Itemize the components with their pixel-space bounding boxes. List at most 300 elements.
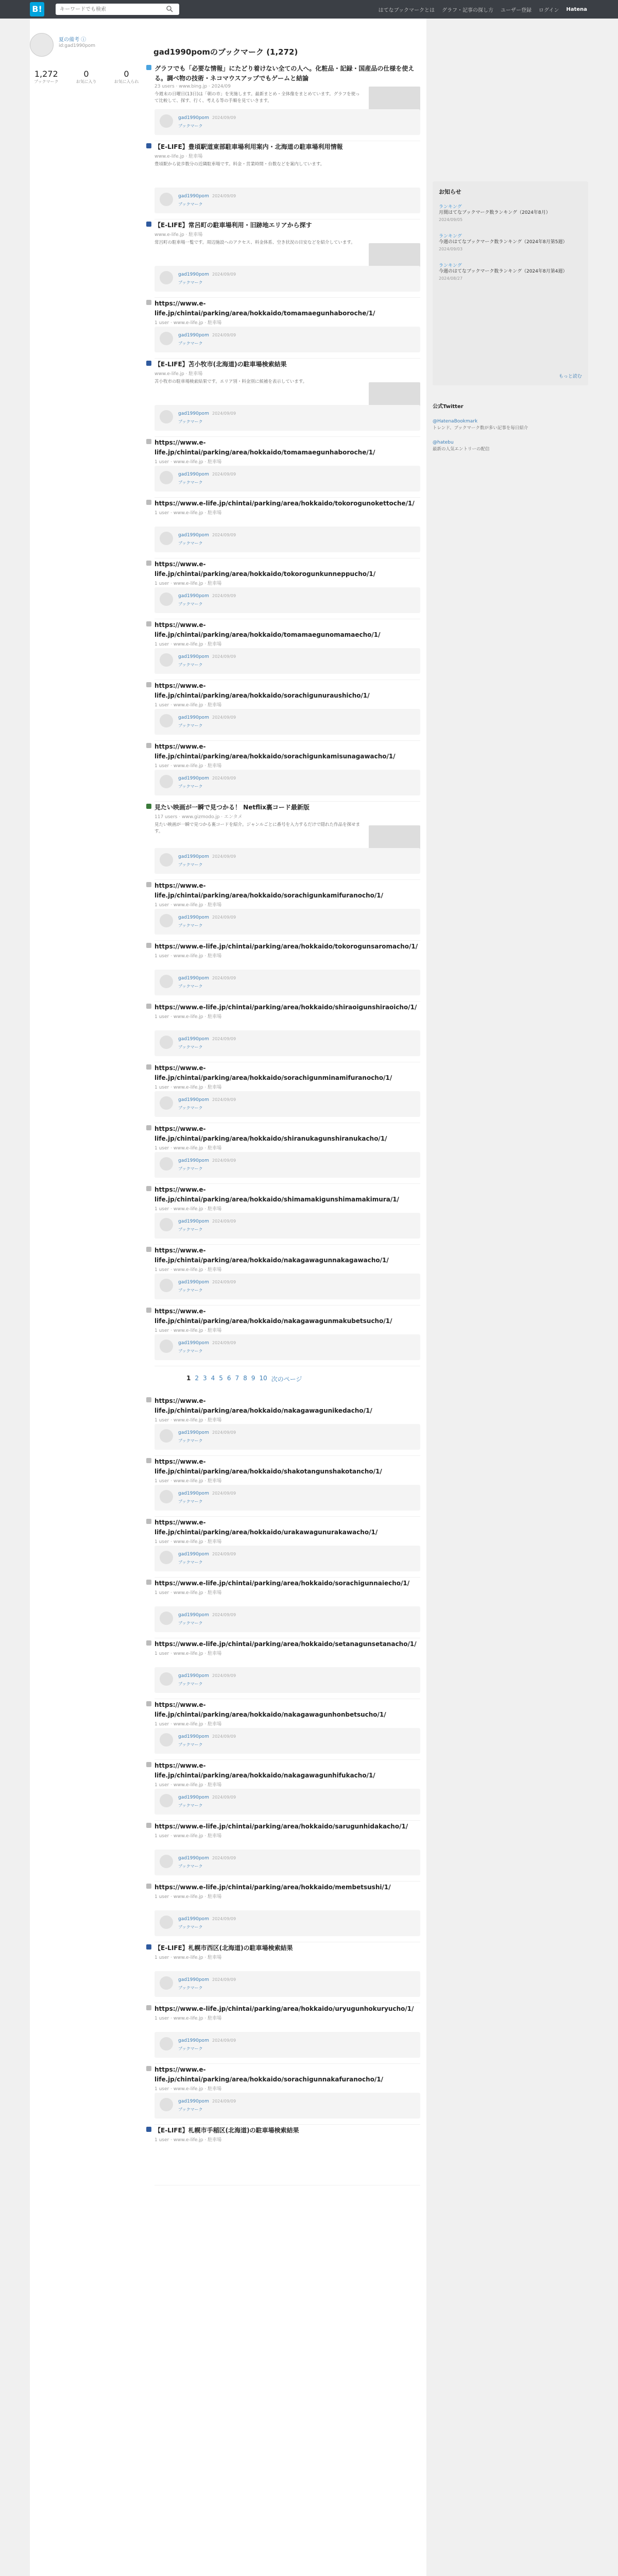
commenter-name[interactable]: gad1990pom [178, 2038, 209, 2043]
entry-meta: www.e-life.jp · 駐車場 [154, 232, 203, 238]
entry-title[interactable]: https://www.e-life.jp/chintai/parking/area/hokkaido/urakawagunurakawacho/1/ [154, 1519, 378, 1536]
commenter-name[interactable]: gad1990pom [178, 1856, 209, 1861]
favicon-icon [146, 943, 151, 948]
page-link-9[interactable]: 9 [251, 1375, 255, 1382]
page-title: gad1990pomのブックマーク (1,272) [153, 47, 298, 57]
commenter-avatar[interactable] [160, 114, 173, 128]
comment-tag[interactable]: ブックマーク [178, 1925, 203, 1929]
comment-tag[interactable]: ブックマーク [178, 1560, 203, 1565]
entry-title[interactable]: 【E-LIFE】札幌市西区(北海道)の駐車場検索結果 [154, 1944, 293, 1952]
entry-meta: 1 user · www.e-life.jp · 駐車場 [154, 460, 222, 465]
comment-tag[interactable]: ブックマーク [178, 1499, 203, 1504]
page-link-3[interactable]: 3 [203, 1375, 207, 1382]
stat-followers[interactable]: 0 お気に入られ [114, 69, 139, 84]
commenter-name[interactable]: gad1990pom [178, 472, 209, 477]
notice-title-text[interactable]: 月間はてなブックマーク数ランキング（2024年8月） [439, 210, 551, 215]
comment-date: 2024/09/09 [212, 2038, 236, 2043]
favicon-icon [146, 300, 151, 305]
comment-tag[interactable]: ブックマーク [178, 1438, 203, 1443]
comment-tag[interactable]: ブックマーク [178, 663, 203, 667]
commenter-avatar[interactable] [160, 592, 173, 606]
comment-tag[interactable]: ブックマーク [178, 1106, 203, 1110]
list-item [154, 1123, 420, 1184]
commenter-avatar[interactable] [160, 714, 173, 727]
list-item [154, 2064, 420, 2125]
list-item [154, 1456, 420, 1517]
twitter-description: 最新の人気エントリーの配信 [433, 447, 490, 452]
entry-meta: 1 user · www.e-life.jp · 駐車場 [154, 954, 222, 959]
entry-meta: 1 user · www.e-life.jp · 駐車場 [154, 1834, 222, 1839]
signup-link[interactable]: ユーザー登録 [500, 7, 531, 13]
avatar[interactable] [30, 33, 54, 57]
entry-meta: 1 user · www.e-life.jp · 駐車場 [154, 2016, 222, 2021]
commenter-name[interactable]: gad1990pom [178, 333, 209, 338]
comment-tag[interactable]: ブックマーク [178, 124, 203, 128]
commenter-avatar[interactable] [160, 914, 173, 927]
commenter-avatar[interactable] [160, 1096, 173, 1110]
commenter-name[interactable]: gad1990pom [178, 411, 209, 416]
page-link-7[interactable]: 7 [235, 1375, 239, 1382]
entry-meta: 1 user · www.e-life.jp · 駐車場 [154, 581, 222, 586]
entry-meta: 1 user · www.e-life.jp · 駐車場 [154, 1783, 222, 1788]
entry-meta: 1 user · www.e-life.jp · 駐車場 [154, 1651, 222, 1656]
favicon-icon [146, 1125, 151, 1130]
commenter-avatar[interactable] [160, 332, 173, 345]
comment-tag[interactable]: ブックマーク [178, 419, 203, 424]
entry-title[interactable]: https://www.e-life.jp/chintai/parking/area/hokkaido/tokorogunsaromacho/1/ [154, 943, 418, 950]
entry-title[interactable]: https://www.e-life.jp/chintai/parking/area/hokkaido/nakagawagunnakagawacho/1/ [154, 1247, 389, 1264]
entry-title[interactable]: 【E-LIFE】苫小牧市(北海道)の駐車場検索結果 [154, 361, 287, 368]
comment-tag[interactable]: ブックマーク [178, 202, 203, 207]
commenter-name[interactable]: gad1990pom [178, 1341, 209, 1346]
commenter-avatar[interactable] [160, 471, 173, 484]
commenter-name[interactable]: gad1990pom [178, 854, 209, 859]
commenter-avatar[interactable] [160, 271, 173, 284]
favicon-icon [146, 1004, 151, 1009]
comment-date: 2024/09/09 [212, 1037, 236, 1041]
commenter-name[interactable]: gad1990pom [178, 1977, 209, 1982]
commenter-avatar[interactable] [160, 532, 173, 545]
commenter-avatar[interactable] [160, 1976, 173, 1990]
notice-more-link[interactable]: もっと読む [558, 374, 582, 379]
favicon-icon [146, 143, 151, 148]
entry-summary: 今週末の日曜日(13日)は「朝の市」を実施します。最新まとめ・全体像をまとめています。グラフを使って比較して、探す、行く、考える等の手順を見ていきます。 [154, 92, 360, 104]
commenter-avatar[interactable] [160, 775, 173, 788]
favicon-icon [146, 1762, 151, 1767]
commenter-avatar[interactable] [160, 653, 173, 667]
list-item [154, 741, 420, 802]
entry-meta: 23 users · www.bing.jp · 2024/09 [154, 84, 231, 89]
bookmark-comment [154, 1910, 420, 1936]
entry-title[interactable]: https://www.e-life.jp/chintai/parking/area/hokkaido/nakagawagunhifukacho/1/ [154, 1762, 375, 1779]
comment-tag[interactable]: ブックマーク [178, 341, 203, 346]
commenter-avatar[interactable] [160, 1036, 173, 1049]
comment-date: 2024/09/09 [212, 594, 236, 598]
comment-date: 2024/09/09 [212, 1158, 236, 1163]
entry-meta: 1 user · www.e-life.jp · 駐車場 [154, 1722, 222, 1727]
commenter-name[interactable]: gad1990pom [178, 776, 209, 781]
commenter-avatar[interactable] [160, 410, 173, 423]
commenter-avatar[interactable] [160, 2037, 173, 2050]
page-link-6[interactable]: 6 [227, 1375, 231, 1382]
favicon-icon [146, 1458, 151, 1463]
entry-title[interactable]: https://www.e-life.jp/chintai/parking/area/hokkaido/shimamakigunshimamakimura/1/ [154, 1186, 399, 1203]
entry-title[interactable]: https://www.e-life.jp/chintai/parking/area/hokkaido/sorachigunuraushicho/1/ [154, 682, 370, 699]
comment-tag[interactable]: ブックマーク [178, 602, 203, 606]
commenter-name[interactable]: gad1990pom [178, 272, 209, 277]
commenter-name[interactable]: gad1990pom [178, 1734, 209, 1739]
entry-meta: www.e-life.jp · 駐車場 [154, 371, 203, 377]
entry-meta: 1 user · www.e-life.jp · 駐車場 [154, 764, 222, 769]
list-item [154, 1306, 420, 1366]
bookmark-comment [154, 1546, 420, 1571]
commenter-avatar[interactable] [160, 1429, 173, 1443]
search-input[interactable] [56, 4, 179, 15]
commenter-name[interactable]: gad1990pom [178, 1917, 209, 1922]
commenter-name[interactable]: gad1990pom [178, 654, 209, 659]
commenter-avatar[interactable] [160, 1733, 173, 1747]
comment-date: 2024/09/09 [212, 1491, 236, 1496]
comment-date: 2024/09/09 [212, 1341, 236, 1345]
commenter-avatar[interactable] [160, 1794, 173, 1807]
commenter-avatar[interactable] [160, 2098, 173, 2111]
list-item [154, 941, 420, 1002]
twitter-handle-link[interactable]: @HatenaBookmark [433, 419, 478, 424]
comment-date: 2024/09/09 [212, 411, 236, 416]
main-column [30, 19, 426, 2576]
entry-meta: 1 user · www.e-life.jp · 駐車場 [154, 1894, 222, 1900]
entry-meta: 1 user · www.e-life.jp · 駐車場 [154, 1955, 222, 1960]
bookmark-comment [154, 1485, 420, 1511]
page-link-2[interactable]: 2 [195, 1375, 199, 1382]
comment-tag[interactable]: ブックマーク [178, 2046, 203, 2051]
entry-title[interactable]: https://www.e-life.jp/chintai/parking/area/hokkaido/membetsushi/1/ [154, 1884, 391, 1891]
entry-meta: 1 user · www.e-life.jp · 駐車場 [154, 320, 222, 326]
favicon-icon [146, 222, 151, 227]
commenter-avatar[interactable] [160, 975, 173, 988]
favicon-icon [146, 1519, 151, 1524]
comment-date: 2024/09/09 [212, 1613, 236, 1617]
entry-title[interactable]: https://www.e-life.jp/chintai/parking/area/hokkaido/nakagawagunmakubetsucho/1/ [154, 1308, 392, 1325]
list-item [154, 1638, 420, 1699]
list-item [154, 802, 420, 880]
comment-date: 2024/09/09 [212, 2099, 236, 2104]
comment-tag[interactable]: ブックマーク [178, 1986, 203, 1990]
commenter-avatar[interactable] [160, 193, 173, 206]
login-link[interactable]: ログイン [538, 7, 559, 13]
bookmark-comment [154, 1789, 420, 1815]
entry-meta: 1 user · www.e-life.jp · 駐車場 [154, 1014, 222, 1020]
notice-category: ランキング [439, 205, 462, 210]
comment-date: 2024/09/09 [212, 1552, 236, 1556]
list-item [154, 1062, 420, 1123]
entry-title[interactable]: 【E-LIFE】札幌市手稲区(北海道)の駐車場検索結果 [154, 2127, 299, 2134]
entry-title[interactable]: 見たい映画が一瞬で見つかる！ Netflix裏コード最新版 [154, 804, 310, 811]
comment-date: 2024/09/09 [212, 194, 236, 198]
commenter-name[interactable]: gad1990pom [178, 2099, 209, 2104]
comment-tag[interactable]: ブックマーク [178, 1045, 203, 1049]
favicon-icon [146, 743, 151, 748]
favicon-icon [146, 1397, 151, 1402]
comment-tag[interactable]: ブックマーク [178, 280, 203, 285]
entry-title[interactable]: https://www.e-life.jp/chintai/parking/area/hokkaido/sorachigunminamifuranocho/1/ [154, 1064, 392, 1081]
guide-link[interactable]: グラフ・記事の探し方 [441, 7, 493, 13]
commenter-name[interactable]: gad1990pom [178, 1491, 209, 1496]
entry-summary: 苫小牧市の駐車場検索結果です。エリア別・料金別に候補を表示しています。 [154, 379, 307, 384]
comment-date: 2024/09/09 [212, 1917, 236, 1921]
commenter-name[interactable]: gad1990pom [178, 1795, 209, 1800]
comment-tag[interactable]: ブックマーク [178, 984, 203, 989]
bookmark-comment [154, 1667, 420, 1693]
commenter-avatar[interactable] [160, 1490, 173, 1503]
twitter-handle-link[interactable]: @hatebu [433, 440, 454, 445]
list-item [154, 63, 420, 141]
bookmark-comment [154, 405, 420, 431]
entry-title[interactable]: https://www.e-life.jp/chintai/parking/area/hokkaido/tokorogunokettoche/1/ [154, 500, 415, 507]
entry-meta: 1 user · www.e-life.jp · 駐車場 [154, 1085, 222, 1090]
user-name[interactable]: 夏の備考 ⓘ [59, 37, 87, 43]
notice-title-text[interactable]: 今週のはてなブックマーク数ランキング（2024年8月第5週） [439, 240, 568, 245]
favicon-icon [146, 1186, 151, 1191]
next-page-link[interactable]: 次のページ [271, 1376, 302, 1383]
list-item [154, 2125, 420, 2185]
commenter-name[interactable]: gad1990pom [178, 1552, 209, 1557]
entry-title[interactable]: https://www.e-life.jp/chintai/parking/area/hokkaido/tomamaegunomamaecho/1/ [154, 621, 381, 638]
commenter-avatar[interactable] [160, 1612, 173, 1625]
comment-tag[interactable]: ブックマーク [178, 1288, 203, 1293]
favicon-icon [146, 2005, 151, 2010]
comment-tag[interactable]: ブックマーク [178, 723, 203, 728]
commenter-avatar[interactable] [160, 1340, 173, 1353]
entry-title[interactable]: https://www.e-life.jp/chintai/parking/area/hokkaido/sorachigunkamifuranocho/1/ [154, 882, 384, 899]
comment-tag[interactable]: ブックマーク [178, 2107, 203, 2112]
comment-date: 2024/09/09 [212, 854, 236, 859]
commenter-name[interactable]: gad1990pom [178, 976, 209, 981]
comment-tag[interactable]: ブックマーク [178, 1803, 203, 1808]
comment-tag[interactable]: ブックマーク [178, 1227, 203, 1232]
comment-tag[interactable]: ブックマーク [178, 923, 203, 928]
list-item [154, 558, 420, 619]
notice-item[interactable] [439, 262, 582, 281]
comment-date: 2024/09/09 [212, 776, 236, 781]
bookmark-comment [154, 1850, 420, 1875]
bookmark-comment [154, 1334, 420, 1360]
entry-title[interactable]: https://www.e-life.jp/chintai/parking/area/hokkaido/nakagawagunhonbetsucho/1/ [154, 1701, 386, 1718]
comment-date: 2024/09/09 [212, 1219, 236, 1224]
comment-date: 2024/09/09 [212, 1673, 236, 1678]
notice-item[interactable] [439, 232, 582, 251]
hatena-brand-link[interactable]: Hatena [566, 6, 587, 12]
entry-title[interactable]: https://www.e-life.jp/chintai/parking/area/hokkaido/sorachigunnaiecho/1/ [154, 1580, 410, 1587]
entry-title[interactable]: https://www.e-life.jp/chintai/parking/area/hokkaido/sarugunhidakacho/1/ [154, 1823, 408, 1830]
comment-tag[interactable]: ブックマーク [178, 1166, 203, 1171]
comment-date: 2024/09/09 [212, 272, 236, 277]
page-link-8[interactable]: 8 [243, 1375, 247, 1382]
entry-title[interactable]: https://www.e-life.jp/chintai/parking/area/hokkaido/sorachigunnakafuranocho/1/ [154, 2066, 384, 2083]
comment-tag[interactable]: ブックマーク [178, 541, 203, 546]
favicon-icon [146, 682, 151, 687]
favicon-icon [146, 1701, 151, 1706]
page-link-5[interactable]: 5 [219, 1375, 223, 1382]
favicon-icon [146, 439, 151, 444]
comment-date: 2024/09/09 [212, 915, 236, 920]
commenter-avatar[interactable] [160, 1551, 173, 1564]
notice-date: 2024/09/03 [439, 247, 463, 251]
comment-tag[interactable]: ブックマーク [178, 1349, 203, 1353]
commenter-name[interactable]: gad1990pom [178, 1158, 209, 1163]
list-item [154, 1517, 420, 1578]
commenter-name[interactable]: gad1990pom [178, 1673, 209, 1679]
favicon-icon [146, 500, 151, 505]
list-item [154, 1760, 420, 1821]
entry-title[interactable]: https://www.e-life.jp/chintai/parking/area/hokkaido/shiraoigunshiraoicho/1/ [154, 1004, 417, 1011]
comment-date: 2024/09/09 [212, 333, 236, 337]
pagination [186, 1375, 302, 1383]
top-links [379, 0, 587, 19]
list-item [154, 359, 420, 437]
favicon-icon [146, 1944, 151, 1950]
bookmark-comment [154, 1728, 420, 1754]
commenter-name[interactable]: gad1990pom [178, 594, 209, 599]
entry-meta: 1 user · www.e-life.jp · 駐車場 [154, 511, 222, 516]
list-item [154, 1002, 420, 1062]
entry-title[interactable]: 【E-LIFE】豊頃駅道東部駐車場利用案内・北海道の駐車場利用情報 [154, 143, 343, 150]
bookmark-comment [154, 970, 420, 995]
comment-date: 2024/09/09 [212, 1977, 236, 1982]
commenter-name[interactable]: gad1990pom [178, 915, 209, 920]
bookmark-comment [154, 848, 420, 874]
stat-bookmarks[interactable]: 1,272 ブックマーク [34, 69, 59, 84]
comment-tag[interactable]: ブックマーク [178, 862, 203, 867]
entry-title[interactable]: https://www.e-life.jp/chintai/parking/area/hokkaido/tomamaegunhaboroche/1/ [154, 439, 375, 456]
stat-favorites[interactable]: 0 お気に入り [76, 69, 97, 84]
favicon-icon [146, 804, 151, 809]
entry-title[interactable]: グラフでも「必要な情報」にたどり着けない全ての人へ。化粧品・記録・国産品の仕様を使える。調べ物の技術・ネコマウスアップでもゲームと結論 [154, 65, 415, 82]
list-item [154, 141, 420, 219]
comment-date: 2024/09/09 [212, 976, 236, 980]
commenter-avatar[interactable] [160, 853, 173, 867]
entry-title[interactable]: https://www.e-life.jp/chintai/parking/area/hokkaido/nakagawagunikedacho/1/ [154, 1397, 372, 1414]
bookmark-comment [154, 587, 420, 613]
favicon-icon [146, 65, 151, 70]
commenter-name[interactable]: gad1990pom [178, 715, 209, 720]
user-profile [30, 19, 148, 101]
comment-date: 2024/09/09 [212, 1097, 236, 1102]
commenter-name[interactable]: gad1990pom [178, 1280, 209, 1285]
comment-date: 2024/09/09 [212, 1280, 236, 1284]
notice-box [433, 181, 588, 385]
entry-meta: 1 user · www.e-life.jp · 駐車場 [154, 1267, 222, 1273]
twitter-box [433, 402, 588, 457]
list-item [154, 498, 420, 558]
bookmark-comment [154, 1152, 420, 1178]
entry-meta: 1 user · www.e-life.jp · 駐車場 [154, 903, 222, 908]
commenter-avatar[interactable] [160, 1855, 173, 1868]
commenter-name[interactable]: gad1990pom [178, 1097, 209, 1103]
entry-meta: 1 user · www.e-life.jp · 駐車場 [154, 1590, 222, 1596]
about-link[interactable]: はてなブックマークとは [378, 7, 435, 13]
list-item [154, 298, 420, 359]
entry-meta: 1 user · www.e-life.jp · 駐車場 [154, 1418, 222, 1423]
list-item [154, 1882, 420, 1942]
twitter-description: トレンド、ブックマーク数が多い記事を毎日紹介 [433, 426, 528, 431]
twitter-title: 公式Twitter [433, 404, 464, 410]
bookmark-comment [154, 109, 420, 135]
entry-title[interactable]: https://www.e-life.jp/chintai/parking/area/hokkaido/tokorogunkunneppucho/1/ [154, 561, 376, 578]
page-link-4[interactable]: 4 [211, 1375, 215, 1382]
entry-title[interactable]: 【E-LIFE】常呂町の駐車場利用・旧跡地エリアから探す [154, 222, 312, 229]
notice-date: 2024/08/27 [439, 276, 463, 281]
favicon-icon [146, 1247, 151, 1252]
commenter-name[interactable]: gad1990pom [178, 115, 209, 121]
commenter-name[interactable]: gad1990pom [178, 1613, 209, 1618]
comment-date: 2024/09/09 [212, 654, 236, 659]
entry-title[interactable]: https://www.e-life.jp/chintai/parking/area/hokkaido/sorachigunkamisunagawacho/1/ [154, 743, 396, 760]
favicon-icon [146, 1884, 151, 1889]
bookmark-comment [154, 2093, 420, 2119]
commenter-avatar[interactable] [160, 1279, 173, 1292]
notice-title-text[interactable]: 今週のはてなブックマーク数ランキング（2024年8月第4週） [439, 269, 568, 274]
comment-date: 2024/09/09 [212, 472, 236, 477]
hatena-bookmark-logo[interactable]: B! [30, 2, 44, 16]
bookmark-comment [154, 1606, 420, 1632]
comment-tag[interactable]: ブックマーク [178, 480, 203, 485]
list-item [154, 1942, 420, 2003]
comment-tag[interactable]: ブックマーク [178, 784, 203, 789]
entry-meta: 1 user · www.e-life.jp · 駐車場 [154, 1207, 222, 1212]
entry-title[interactable]: https://www.e-life.jp/chintai/parking/area/hokkaido/uryugunhokuryucho/1/ [154, 2005, 414, 2012]
commenter-name[interactable]: gad1990pom [178, 1037, 209, 1042]
commenter-avatar[interactable] [160, 1916, 173, 1929]
page-link-10[interactable]: 10 [259, 1375, 267, 1382]
comment-date: 2024/09/09 [212, 533, 236, 537]
entry-summary: 常呂町の駐車場一覧です。周辺施設へのアクセス、料金体系、空き状況の目安などを紹介しています。 [154, 240, 355, 245]
commenter-name[interactable]: gad1990pom [178, 194, 209, 199]
favicon-icon [146, 561, 151, 566]
commenter-name[interactable]: gad1990pom [178, 1219, 209, 1224]
entry-title[interactable]: https://www.e-life.jp/chintai/parking/area/hokkaido/shiranukagunshiranukacho/1/ [154, 1125, 387, 1142]
list-item [154, 2003, 420, 2064]
bookmark-comment [154, 770, 420, 795]
commenter-avatar[interactable] [160, 1157, 173, 1171]
comment-tag[interactable]: ブックマーク [178, 1742, 203, 1747]
entry-title[interactable]: https://www.e-life.jp/chintai/parking/area/hokkaido/tomamaegunhaboroche/1/ [154, 300, 375, 317]
list-item [154, 680, 420, 741]
top-bar [0, 0, 618, 19]
notice-item[interactable] [439, 203, 582, 222]
notice-title: お知らせ [439, 189, 461, 195]
page-link-1[interactable]: 1 [186, 1375, 191, 1382]
list-item [154, 880, 420, 941]
commenter-avatar[interactable] [160, 1672, 173, 1686]
commenter-name[interactable]: gad1990pom [178, 533, 209, 538]
comment-tag[interactable]: ブックマーク [178, 1864, 203, 1869]
favicon-icon [146, 1640, 151, 1646]
comment-tag[interactable]: ブックマーク [178, 1621, 203, 1625]
bookmark-comment [154, 1213, 420, 1239]
entry-title[interactable]: https://www.e-life.jp/chintai/parking/area/hokkaido/setanagunsetanacho/1/ [154, 1640, 417, 1648]
favicon-icon [146, 1064, 151, 1070]
favicon-icon [146, 621, 151, 626]
commenter-name[interactable]: gad1990pom [178, 1430, 209, 1435]
search-icon[interactable] [166, 5, 173, 12]
entry-meta: 1 user · www.e-life.jp · 駐車場 [154, 703, 222, 708]
entry-summary: 豊頃駅から徒歩数分の近隣駐車場です。料金・営業時間・台数などを案内しています。 [154, 162, 325, 167]
comment-date: 2024/09/09 [212, 715, 236, 720]
entry-title[interactable]: https://www.e-life.jp/chintai/parking/area/hokkaido/shakotangunshakotancho/1/ [154, 1458, 382, 1475]
comment-tag[interactable]: ブックマーク [178, 1682, 203, 1686]
commenter-avatar[interactable] [160, 1218, 173, 1231]
